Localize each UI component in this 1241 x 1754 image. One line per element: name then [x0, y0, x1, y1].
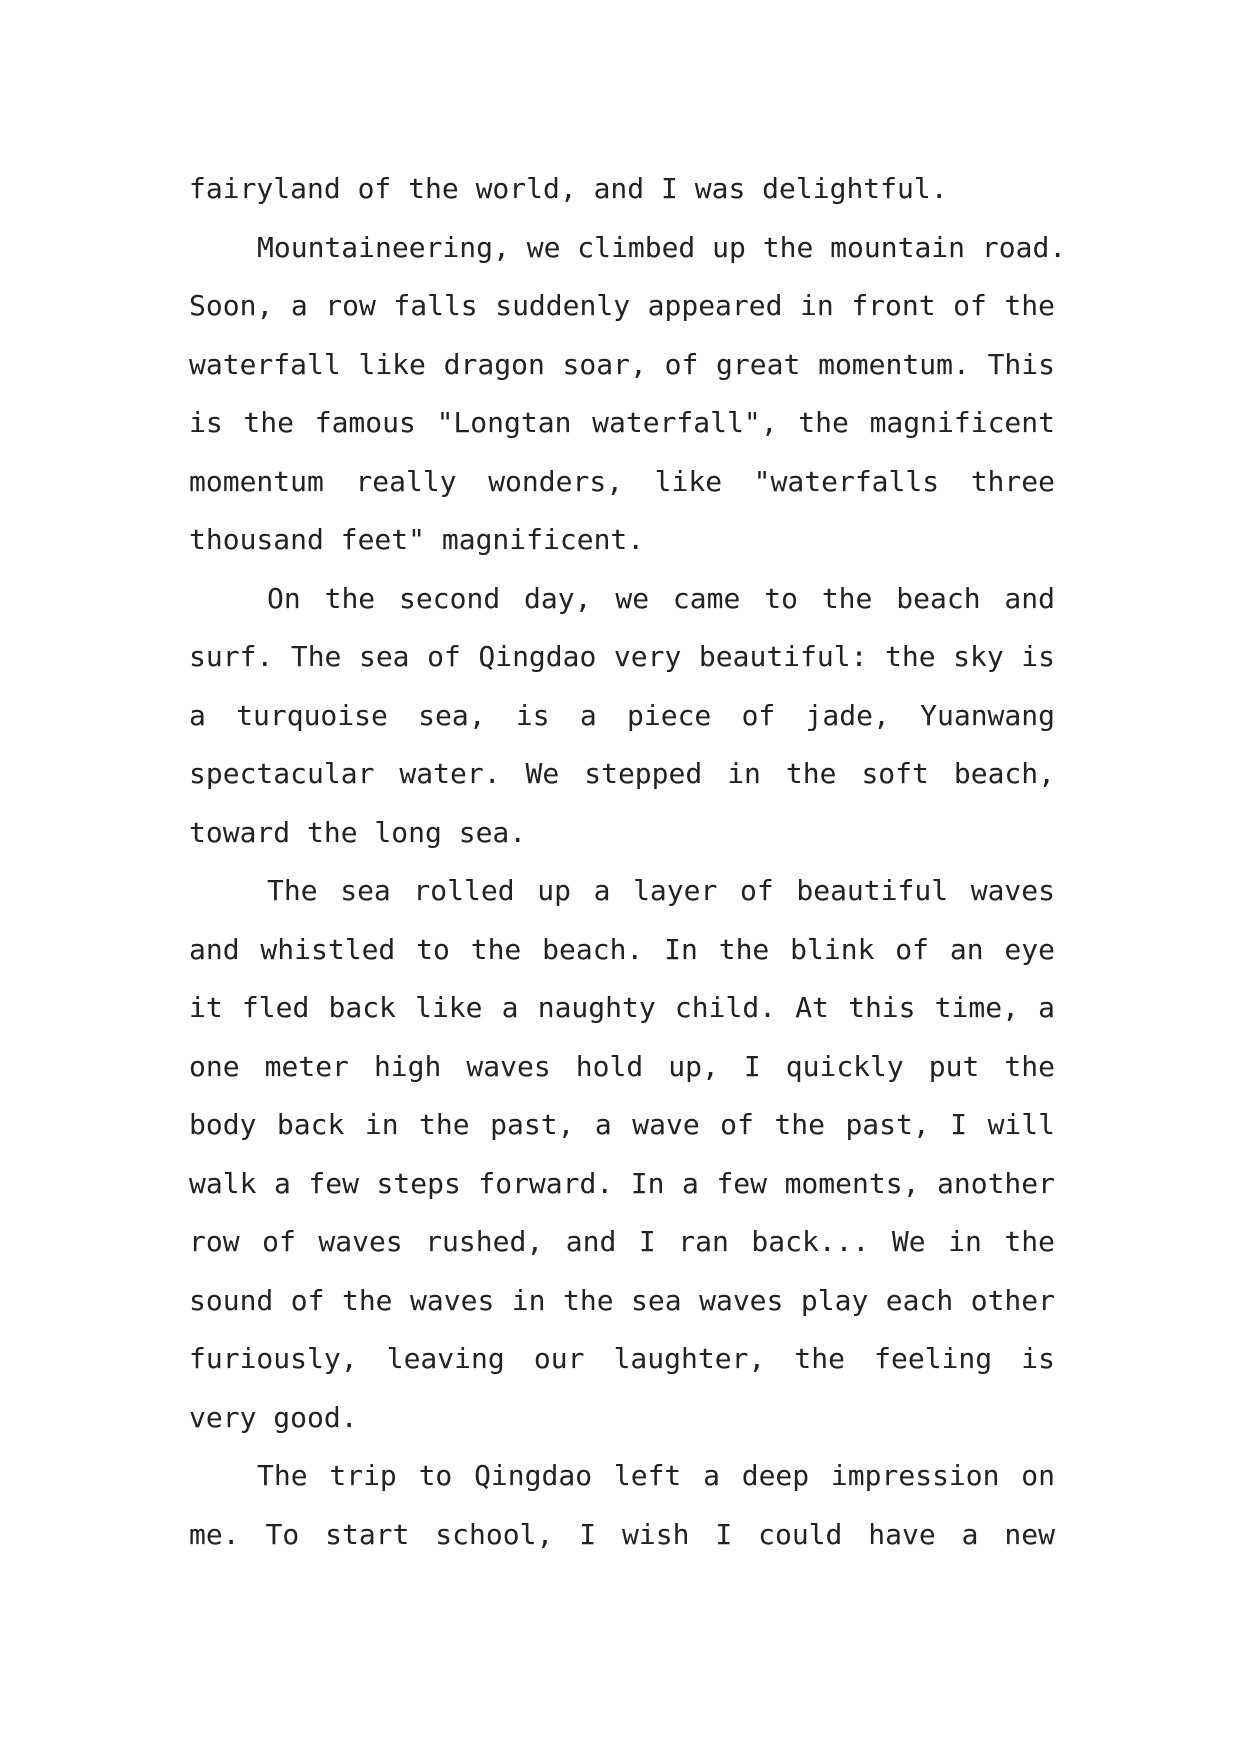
paragraph-line: surf. The sea of Qingdao very beautiful: the sky is: [189, 640, 1055, 673]
paragraph-line: toward the long sea.: [189, 815, 527, 849]
paragraph: [189, 570, 1055, 863]
paragraph-line: row of waves rushed, and I ran back... We in the: [189, 1225, 1055, 1258]
paragraph-line: The sea rolled up a layer of beautiful waves: [267, 874, 1055, 907]
paragraph-line: and whistled to the beach. In the blink of an eye: [189, 932, 1055, 966]
paragraph-line: momentum really wonders, like "waterfalls three: [189, 464, 1055, 498]
paragraph-line: Soon, a row falls suddenly appeared in front of the: [189, 289, 1055, 322]
paragraph-line: Mountaineering, we climbed up the mountain road.: [257, 230, 1067, 264]
paragraph-line: thousand feet" magnificent.: [189, 523, 645, 556]
paragraph-line: spectacular water. We stepped in the soft beach,: [189, 757, 1055, 790]
paragraph-line: furiously, leaving our laughter, the feeling is: [189, 1342, 1055, 1375]
paragraph: [189, 862, 1055, 1447]
paragraph: [189, 160, 1055, 219]
paragraph-line: a turquoise sea, is a piece of jade, Yuanwang: [189, 698, 1055, 732]
paragraph-line: walk a few steps forward. In a few moments, another: [189, 1166, 1055, 1200]
paragraph-line: The trip to Qingdao left a deep impression on: [257, 1459, 1055, 1492]
paragraph-line: is the famous "Longtan waterfall", the magnificent: [189, 406, 1055, 439]
paragraph: [189, 1447, 1055, 1564]
paragraph-line: On the second day, we came to the beach and: [267, 581, 1055, 615]
paragraph-line: fairyland of the world, and I was delightful.: [189, 172, 948, 205]
document-text-body: [189, 160, 1067, 1564]
paragraph-line: body back in the past, a wave of the past, I will: [189, 1108, 1055, 1141]
paragraph-line: me. To start school, I wish I could have a new: [189, 1517, 1055, 1551]
paragraph-line: waterfall like dragon soar, of great momentum. This: [189, 347, 1055, 381]
paragraph: [189, 219, 1067, 570]
paragraph-line: sound of the waves in the sea waves play each other: [189, 1283, 1055, 1317]
paragraph-line: one meter high waves hold up, I quickly put the: [189, 1049, 1055, 1083]
paragraph-line: it fled back like a naughty child. At this time, a: [189, 991, 1055, 1024]
paragraph-line: very good.: [189, 1400, 358, 1434]
